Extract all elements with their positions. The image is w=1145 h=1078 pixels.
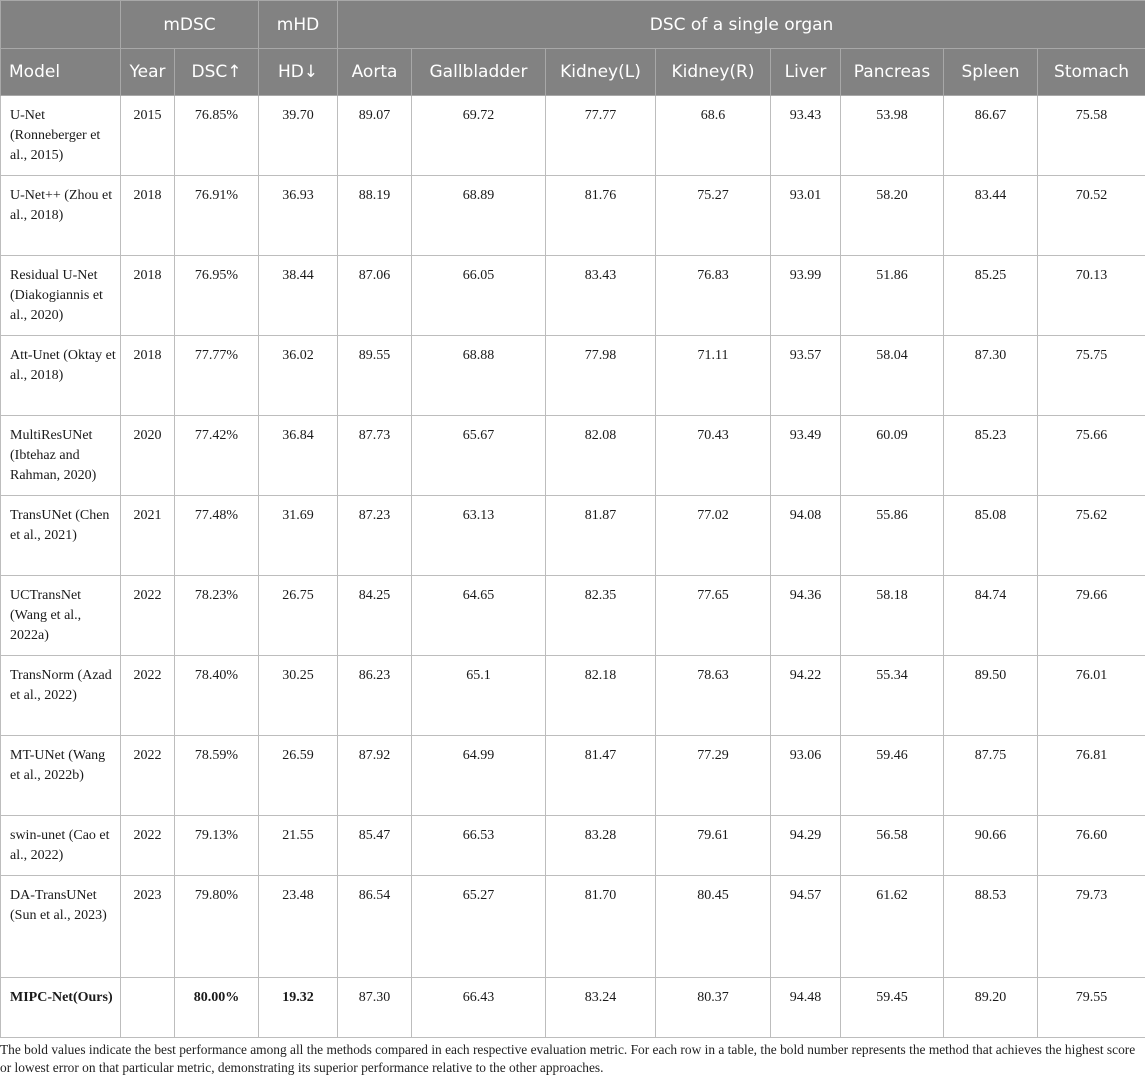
- model-cell: MIPC-Net(Ours): [1, 978, 121, 1038]
- spleen-cell: 86.67: [944, 96, 1038, 176]
- table-row: [1, 96, 1145, 176]
- kidney-l-cell: 77.98: [546, 336, 656, 416]
- stomach-cell: 75.66: [1038, 416, 1145, 496]
- table-row: [1, 656, 1145, 736]
- pancreas-cell: 55.34: [841, 656, 944, 736]
- spleen-cell: 85.08: [944, 496, 1038, 576]
- model-cell: swin-unet (Cao et al., 2022): [1, 816, 121, 876]
- gallbladder-cell: 63.13: [412, 496, 546, 576]
- kidney-l-cell: 82.08: [546, 416, 656, 496]
- year-cell: 2022: [121, 816, 175, 876]
- header-hd: HD↓: [259, 49, 338, 96]
- table-row: [1, 496, 1145, 576]
- stomach-cell: 76.81: [1038, 736, 1145, 816]
- kidney-l-cell: 81.76: [546, 176, 656, 256]
- header-column-row: [1, 49, 1145, 96]
- dsc-cell: 77.77%: [175, 336, 259, 416]
- header-gallbladder: Gallbladder: [412, 49, 546, 96]
- gallbladder-cell: 64.65: [412, 576, 546, 656]
- spleen-cell: 89.20: [944, 978, 1038, 1038]
- dsc-cell: 77.42%: [175, 416, 259, 496]
- dsc-cell: 77.48%: [175, 496, 259, 576]
- liver-cell: 93.57: [771, 336, 841, 416]
- hd-cell: 23.48: [259, 876, 338, 978]
- header-spleen: Spleen: [944, 49, 1038, 96]
- kidney-r-cell: 77.65: [656, 576, 771, 656]
- spleen-cell: 85.25: [944, 256, 1038, 336]
- pancreas-cell: 58.18: [841, 576, 944, 656]
- header-stomach: Stomach: [1038, 49, 1145, 96]
- liver-cell: 94.57: [771, 876, 841, 978]
- gallbladder-cell: 65.1: [412, 656, 546, 736]
- spleen-cell: 90.66: [944, 816, 1038, 876]
- liver-cell: 94.08: [771, 496, 841, 576]
- kidney-r-cell: 75.27: [656, 176, 771, 256]
- header-empty-cell: [1, 1, 121, 49]
- stomach-cell: 75.75: [1038, 336, 1145, 416]
- aorta-cell: 88.19: [338, 176, 412, 256]
- header-pancreas: Pancreas: [841, 49, 944, 96]
- header-year: Year: [121, 49, 175, 96]
- stomach-cell: 75.62: [1038, 496, 1145, 576]
- year-cell: 2018: [121, 256, 175, 336]
- header-kidney-l: Kidney(L): [546, 49, 656, 96]
- hd-cell: 30.25: [259, 656, 338, 736]
- kidney-r-cell: 78.63: [656, 656, 771, 736]
- liver-cell: 93.43: [771, 96, 841, 176]
- pancreas-cell: 60.09: [841, 416, 944, 496]
- dsc-cell: 78.59%: [175, 736, 259, 816]
- liver-cell: 94.29: [771, 816, 841, 876]
- table-row: [1, 176, 1145, 256]
- liver-cell: 93.49: [771, 416, 841, 496]
- pancreas-cell: 53.98: [841, 96, 944, 176]
- aorta-cell: 87.23: [338, 496, 412, 576]
- aorta-cell: 87.73: [338, 416, 412, 496]
- kidney-l-cell: 83.28: [546, 816, 656, 876]
- table-row: [1, 416, 1145, 496]
- header-mhd: mHD: [259, 1, 338, 49]
- dsc-cell: 79.80%: [175, 876, 259, 978]
- spleen-cell: 87.75: [944, 736, 1038, 816]
- table-row: [1, 256, 1145, 336]
- stomach-cell: 75.58: [1038, 96, 1145, 176]
- gallbladder-cell: 69.72: [412, 96, 546, 176]
- pancreas-cell: 59.46: [841, 736, 944, 816]
- dsc-cell: 78.23%: [175, 576, 259, 656]
- gallbladder-cell: 68.88: [412, 336, 546, 416]
- spleen-cell: 83.44: [944, 176, 1038, 256]
- kidney-r-cell: 76.83: [656, 256, 771, 336]
- spleen-cell: 89.50: [944, 656, 1038, 736]
- gallbladder-cell: 65.27: [412, 876, 546, 978]
- gallbladder-cell: 65.67: [412, 416, 546, 496]
- kidney-r-cell: 80.45: [656, 876, 771, 978]
- kidney-r-cell: 71.11: [656, 336, 771, 416]
- model-cell: TransUNet (Chen et al., 2021): [1, 496, 121, 576]
- model-cell: MT-UNet (Wang et al., 2022b): [1, 736, 121, 816]
- liver-cell: 93.99: [771, 256, 841, 336]
- dsc-cell: 76.95%: [175, 256, 259, 336]
- kidney-l-cell: 81.87: [546, 496, 656, 576]
- aorta-cell: 87.92: [338, 736, 412, 816]
- model-cell: U-Net (Ronneberger et al., 2015): [1, 96, 121, 176]
- hd-cell: 36.02: [259, 336, 338, 416]
- header-liver: Liver: [771, 49, 841, 96]
- hd-cell: 26.75: [259, 576, 338, 656]
- stomach-cell: 79.55: [1038, 978, 1145, 1038]
- pancreas-cell: 51.86: [841, 256, 944, 336]
- kidney-r-cell: 70.43: [656, 416, 771, 496]
- aorta-cell: 87.06: [338, 256, 412, 336]
- year-cell: 2022: [121, 656, 175, 736]
- liver-cell: 93.06: [771, 736, 841, 816]
- hd-cell: 26.59: [259, 736, 338, 816]
- year-cell: 2018: [121, 176, 175, 256]
- aorta-cell: 89.07: [338, 96, 412, 176]
- hd-cell: 36.93: [259, 176, 338, 256]
- pancreas-cell: 58.20: [841, 176, 944, 256]
- header-dsc: DSC↑: [175, 49, 259, 96]
- gallbladder-cell: 66.53: [412, 816, 546, 876]
- liver-cell: 94.36: [771, 576, 841, 656]
- aorta-cell: 85.47: [338, 816, 412, 876]
- kidney-r-cell: 77.29: [656, 736, 771, 816]
- stomach-cell: 79.66: [1038, 576, 1145, 656]
- table-row: [1, 576, 1145, 656]
- year-cell: 2023: [121, 876, 175, 978]
- table-row: [1, 816, 1145, 876]
- model-cell: U-Net++ (Zhou et al., 2018): [1, 176, 121, 256]
- kidney-l-cell: 82.35: [546, 576, 656, 656]
- gallbladder-cell: 68.89: [412, 176, 546, 256]
- dsc-cell: 80.00%: [175, 978, 259, 1038]
- year-cell: 2022: [121, 576, 175, 656]
- model-cell: TransNorm (Azad et al., 2022): [1, 656, 121, 736]
- year-cell: 2020: [121, 416, 175, 496]
- model-cell: Residual U-Net (Diakogiannis et al., 2020): [1, 256, 121, 336]
- kidney-l-cell: 81.47: [546, 736, 656, 816]
- stomach-cell: 76.01: [1038, 656, 1145, 736]
- aorta-cell: 86.23: [338, 656, 412, 736]
- hd-cell: 36.84: [259, 416, 338, 496]
- kidney-r-cell: 77.02: [656, 496, 771, 576]
- aorta-cell: 84.25: [338, 576, 412, 656]
- kidney-l-cell: 77.77: [546, 96, 656, 176]
- liver-cell: 94.22: [771, 656, 841, 736]
- hd-cell: 21.55: [259, 816, 338, 876]
- aorta-cell: 87.30: [338, 978, 412, 1038]
- pancreas-cell: 55.86: [841, 496, 944, 576]
- spleen-cell: 84.74: [944, 576, 1038, 656]
- model-cell: DA-TransUNet (Sun et al., 2023): [1, 876, 121, 978]
- kidney-l-cell: 81.70: [546, 876, 656, 978]
- stomach-cell: 76.60: [1038, 816, 1145, 876]
- header-mdsc: mDSC: [121, 1, 259, 49]
- stomach-cell: 70.13: [1038, 256, 1145, 336]
- kidney-r-cell: 68.6: [656, 96, 771, 176]
- kidney-l-cell: 82.18: [546, 656, 656, 736]
- table-row: [1, 336, 1145, 416]
- spleen-cell: 87.30: [944, 336, 1038, 416]
- hd-cell: 38.44: [259, 256, 338, 336]
- gallbladder-cell: 66.05: [412, 256, 546, 336]
- year-cell: 2015: [121, 96, 175, 176]
- hd-cell: 19.32: [259, 978, 338, 1038]
- spleen-cell: 88.53: [944, 876, 1038, 978]
- dsc-cell: 78.40%: [175, 656, 259, 736]
- liver-cell: 94.48: [771, 978, 841, 1038]
- table-row-ours: [1, 978, 1145, 1038]
- pancreas-cell: 58.04: [841, 336, 944, 416]
- pancreas-cell: 61.62: [841, 876, 944, 978]
- hd-cell: 31.69: [259, 496, 338, 576]
- kidney-r-cell: 79.61: [656, 816, 771, 876]
- header-organ-group: DSC of a single organ: [338, 1, 1145, 49]
- year-cell: 2021: [121, 496, 175, 576]
- model-cell: Att-Unet (Oktay et al., 2018): [1, 336, 121, 416]
- model-cell: MultiResUNet (Ibtehaz and Rahman, 2020): [1, 416, 121, 496]
- header-model: Model: [1, 49, 121, 96]
- stomach-cell: 70.52: [1038, 176, 1145, 256]
- dsc-cell: 79.13%: [175, 816, 259, 876]
- gallbladder-cell: 64.99: [412, 736, 546, 816]
- header-aorta: Aorta: [338, 49, 412, 96]
- stomach-cell: 79.73: [1038, 876, 1145, 978]
- year-cell: 2018: [121, 336, 175, 416]
- header-group-row: [1, 1, 1145, 49]
- pancreas-cell: 56.58: [841, 816, 944, 876]
- liver-cell: 93.01: [771, 176, 841, 256]
- table-row: [1, 876, 1145, 978]
- model-cell: UCTransNet (Wang et al., 2022a): [1, 576, 121, 656]
- kidney-l-cell: 83.24: [546, 978, 656, 1038]
- year-cell: 2022: [121, 736, 175, 816]
- aorta-cell: 89.55: [338, 336, 412, 416]
- gallbladder-cell: 66.43: [412, 978, 546, 1038]
- kidney-l-cell: 83.43: [546, 256, 656, 336]
- table-footnote: The bold values indicate the best performance among all the methods compared in each respective evaluation metric. For each row in a table, the bold number represents the method that achieves the highest score or lowest error on that particular metric, demonstrating its superior performance relative to the other approaches.: [0, 1042, 1136, 1075]
- table-row: [1, 736, 1145, 816]
- pancreas-cell: 59.45: [841, 978, 944, 1038]
- year-cell: [121, 978, 175, 1038]
- spleen-cell: 85.23: [944, 416, 1038, 496]
- header-kidney-r: Kidney(R): [656, 49, 771, 96]
- aorta-cell: 86.54: [338, 876, 412, 978]
- dsc-cell: 76.91%: [175, 176, 259, 256]
- dsc-cell: 76.85%: [175, 96, 259, 176]
- kidney-r-cell: 80.37: [656, 978, 771, 1038]
- hd-cell: 39.70: [259, 96, 338, 176]
